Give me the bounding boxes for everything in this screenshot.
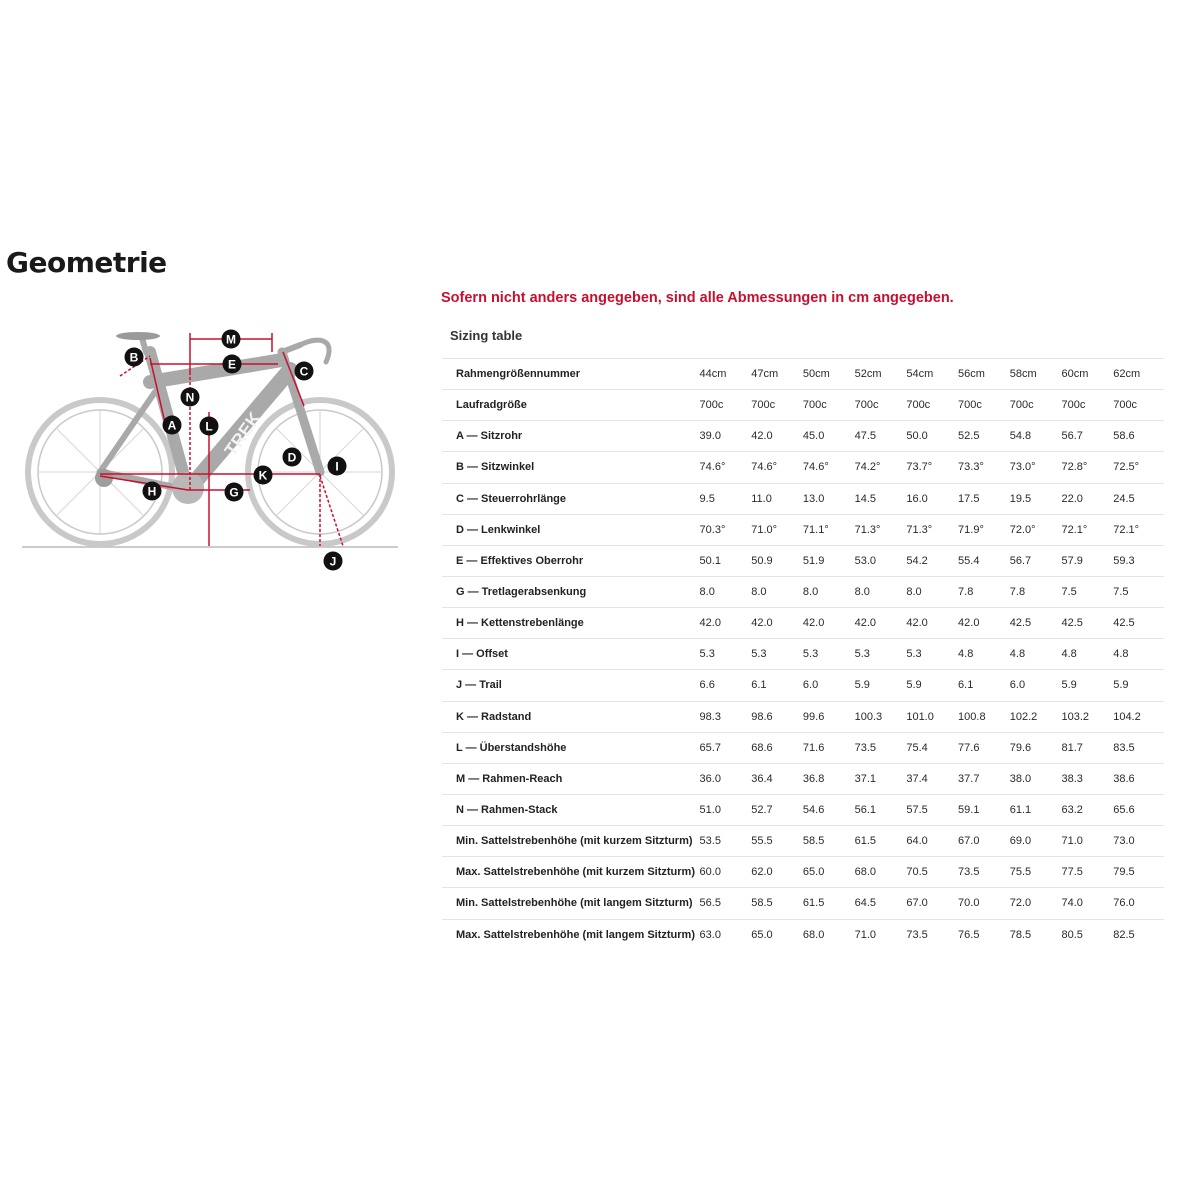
table-cell: 42.0: [751, 617, 773, 630]
table-cell: 56.5: [699, 897, 721, 910]
table-cell: 700c: [1113, 399, 1138, 412]
table-cell: 8.0: [802, 586, 819, 599]
table-cell: 700c: [699, 399, 724, 412]
table-cell: 42.5: [1061, 617, 1083, 630]
table-cell: 5.3: [802, 648, 819, 661]
table-cell: 50cm: [802, 368, 830, 381]
table-cell: 42.5: [1113, 617, 1135, 630]
table-cell: 65.6: [1113, 804, 1135, 817]
row-label: I — Offset: [456, 648, 508, 661]
table-cell: 700c: [906, 399, 931, 412]
marker-i-label: I: [335, 459, 339, 474]
table-row: [442, 919, 1164, 950]
table-cell: 7.5: [1061, 586, 1077, 599]
row-label: J — Trail: [456, 679, 502, 692]
table-cell: 24.5: [1113, 492, 1135, 505]
table-cell: 56.7: [1009, 554, 1032, 567]
table-row: [442, 576, 1164, 607]
table-cell: 68.0: [854, 866, 877, 879]
table-cell: 4.8: [958, 648, 974, 661]
table-row: [442, 670, 1164, 701]
table-cell: 102.2: [1009, 710, 1038, 723]
table-cell: 58.5: [802, 835, 825, 848]
row-label: Min. Sattelstrebenhöhe (mit kurzem Sitzturm): [456, 835, 693, 848]
table-cell: 59.3: [1113, 554, 1135, 567]
table-cell: 5.9: [906, 679, 922, 692]
table-cell: 55.4: [958, 554, 980, 567]
marker-c: [295, 362, 314, 381]
table-cell: 5.3: [906, 648, 922, 661]
row-label: Max. Sattelstrebenhöhe (mit kurzem Sitzturm): [456, 866, 695, 879]
table-cell: 74.2°: [854, 461, 881, 474]
row-label: N — Rahmen-Stack: [456, 804, 558, 817]
table-cell: 8.0: [751, 586, 767, 599]
table-cell: 52.5: [958, 430, 980, 443]
table-cell: 73.3°: [958, 461, 984, 474]
marker-e: [223, 355, 242, 374]
table-cell: 104.2: [1113, 710, 1141, 723]
table-cell: 58.5: [751, 897, 773, 910]
table-cell: 74.0: [1061, 897, 1083, 910]
table-cell: 99.6: [802, 710, 825, 723]
table-row: [442, 888, 1164, 919]
table-cell: 74.6°: [751, 461, 778, 474]
table-row: [442, 390, 1164, 421]
table-cell: 38.3: [1061, 772, 1083, 785]
row-label: A — Sitzrohr: [456, 430, 523, 443]
table-cell: 42.0: [802, 617, 825, 630]
table-cell: 5.9: [1061, 679, 1077, 692]
table-cell: 76.0: [1113, 897, 1135, 910]
table-cell: 5.3: [751, 648, 767, 661]
table-cell: 71.0: [1061, 835, 1083, 848]
table-cell: 78.5: [1009, 928, 1032, 941]
table-cell: 42.0: [699, 617, 721, 630]
marker-n: [181, 388, 200, 407]
table-cell: 42.0: [854, 617, 877, 630]
table-cell: 63.0: [699, 928, 721, 941]
table-cell: 7.5: [1113, 586, 1129, 599]
table-cell: 65.0: [802, 866, 825, 879]
table-row: [442, 732, 1164, 763]
page-title: Geometrie: [6, 246, 167, 279]
table-cell: 700c: [802, 399, 827, 412]
table-cell: 71.3°: [906, 523, 933, 536]
table-cell: 42.0: [751, 430, 773, 443]
marker-a: [163, 416, 182, 435]
table-cell: 9.5: [699, 492, 715, 505]
row-label: Max. Sattelstrebenhöhe (mit langem Sitzturm): [456, 928, 695, 941]
table-cell: 59.1: [958, 804, 980, 817]
table-cell: 71.9°: [958, 523, 984, 536]
table-cell: 7.8: [958, 586, 974, 599]
table-cell: 65.0: [751, 928, 773, 941]
table-cell: 71.1°: [802, 523, 829, 536]
table-cell: 71.3°: [854, 523, 881, 536]
table-caption: Sizing table: [450, 328, 523, 343]
table-row: [442, 794, 1164, 825]
table-cell: 8.0: [699, 586, 715, 599]
table-cell: 4.8: [1009, 648, 1026, 661]
geometry-table: [442, 358, 1164, 950]
table-cell: 73.5: [854, 741, 877, 754]
table-cell: 47cm: [751, 368, 779, 381]
table-cell: 73.0°: [1009, 461, 1036, 474]
table-cell: 72.8°: [1061, 461, 1088, 474]
table-cell: 700c: [1009, 399, 1034, 412]
table-cell: 5.9: [1113, 679, 1129, 692]
table-cell: 57.5: [906, 804, 928, 817]
table-cell: 73.7°: [906, 461, 933, 474]
table-cell: 98.6: [751, 710, 773, 723]
table-cell: 71.6: [802, 741, 825, 754]
table-row: [442, 608, 1164, 639]
table-row: [442, 545, 1164, 576]
table-cell: 77.6: [958, 741, 980, 754]
table-cell: 68.6: [751, 741, 773, 754]
marker-h: [143, 482, 162, 501]
table-cell: 73.0: [1113, 835, 1135, 848]
table-row: [442, 421, 1164, 452]
table-cell: 64.5: [854, 897, 877, 910]
table-cell: 60.0: [699, 866, 721, 879]
marker-l: [200, 417, 219, 436]
table-cell: 5.3: [699, 648, 715, 661]
table-cell: 5.3: [854, 648, 870, 661]
table-cell: 71.0°: [751, 523, 778, 536]
table-cell: 73.5: [958, 866, 980, 879]
table-cell: 14.5: [854, 492, 877, 505]
table-cell: 19.5: [1009, 492, 1032, 505]
table-cell: 71.0: [854, 928, 877, 941]
table-cell: 16.0: [906, 492, 928, 505]
table-cell: 60cm: [1061, 368, 1089, 381]
table-cell: 54.6: [802, 804, 825, 817]
table-cell: 4.8: [1061, 648, 1077, 661]
table-cell: 75.5: [1009, 866, 1032, 879]
table-cell: 54.8: [1009, 430, 1032, 443]
row-label: D — Lenkwinkel: [456, 523, 541, 536]
table-cell: 8.0: [906, 586, 922, 599]
table-cell: 54.2: [906, 554, 928, 567]
table-cell: 37.7: [958, 772, 980, 785]
marker-d-label: D: [287, 450, 297, 465]
marker-k-label: K: [258, 468, 268, 483]
brand-logo: TREK: [220, 408, 266, 460]
table-cell: 74.6°: [802, 461, 829, 474]
marker-h-label: H: [147, 484, 157, 499]
table-cell: 52cm: [854, 368, 882, 381]
table-cell: 56.7: [1061, 430, 1083, 443]
table-row: [442, 359, 1164, 390]
bike-geometry-diagram: [0, 290, 420, 590]
row-label: L — Überstandshöhe: [456, 741, 567, 754]
row-label: K — Radstand: [456, 710, 532, 723]
marker-a-label: A: [167, 418, 177, 433]
table-cell: 61.1: [1009, 804, 1032, 817]
table-cell: 700c: [854, 399, 879, 412]
marker-b-label: B: [129, 350, 139, 365]
table-cell: 70.5: [906, 866, 928, 879]
table-cell: 22.0: [1061, 492, 1083, 505]
table-cell: 101.0: [906, 710, 934, 723]
table-cell: 50.0: [906, 430, 928, 443]
table-row: [442, 514, 1164, 545]
table-cell: 58.6: [1113, 430, 1135, 443]
row-label: B — Sitzwinkel: [456, 461, 535, 474]
marker-b: [125, 348, 144, 367]
table-cell: 51.9: [802, 554, 825, 567]
table-row: [442, 701, 1164, 732]
table-row: [442, 857, 1164, 888]
table-cell: 61.5: [854, 835, 877, 848]
marker-d: [283, 448, 302, 467]
table-cell: 6.1: [958, 679, 974, 692]
table-cell: 58cm: [1009, 368, 1037, 381]
marker-l-label: L: [205, 419, 213, 434]
marker-n-label: N: [185, 390, 195, 405]
table-cell: 50.9: [751, 554, 773, 567]
table-cell: 36.0: [699, 772, 721, 785]
marker-i: [328, 457, 347, 476]
table-cell: 74.6°: [699, 461, 726, 474]
row-label: Min. Sattelstrebenhöhe (mit langem Sitzturm): [456, 897, 693, 910]
units-note: Sofern nicht anders angegeben, sind alle Abmessungen in cm angegeben.: [441, 290, 954, 306]
table-cell: 700c: [751, 399, 776, 412]
marker-g-label: G: [229, 485, 239, 500]
table-cell: 7.8: [1009, 586, 1026, 599]
marker-c-label: C: [299, 364, 309, 379]
table-cell: 62cm: [1113, 368, 1141, 381]
table-cell: 53.5: [699, 835, 721, 848]
table-cell: 8.0: [854, 586, 870, 599]
table-cell: 36.4: [751, 772, 773, 785]
table-cell: 5.9: [854, 679, 870, 692]
table-row: [442, 763, 1164, 794]
row-label: H — Kettenstrebenlänge: [456, 617, 584, 630]
table-cell: 72.1°: [1113, 523, 1140, 536]
table-cell: 79.6: [1009, 741, 1032, 754]
table-cell: 67.0: [906, 897, 928, 910]
table-cell: 70.0: [958, 897, 980, 910]
marker-k: [254, 466, 273, 485]
row-label: M — Rahmen-Reach: [456, 772, 563, 785]
table-cell: 42.0: [906, 617, 928, 630]
table-cell: 76.5: [958, 928, 980, 941]
table-cell: 69.0: [1009, 835, 1032, 848]
table-cell: 37.1: [854, 772, 877, 785]
table-cell: 77.5: [1061, 866, 1083, 879]
table-cell: 38.0: [1009, 772, 1032, 785]
marker-m: [222, 330, 241, 349]
marker-e-label: E: [227, 357, 237, 372]
table-cell: 42.0: [958, 617, 980, 630]
table-cell: 55.5: [751, 835, 773, 848]
table-cell: 39.0: [699, 430, 721, 443]
table-cell: 6.0: [802, 679, 819, 692]
table-cell: 36.8: [802, 772, 825, 785]
table-cell: 37.4: [906, 772, 928, 785]
marker-j: [324, 552, 343, 571]
table-cell: 83.5: [1113, 741, 1135, 754]
table-row: [442, 826, 1164, 857]
table-cell: 53.0: [854, 554, 877, 567]
table-cell: 13.0: [802, 492, 825, 505]
table-cell: 75.4: [906, 741, 928, 754]
marker-g: [225, 483, 244, 502]
table-cell: 70.3°: [699, 523, 726, 536]
table-cell: 62.0: [751, 866, 773, 879]
marker-j-label: J: [329, 554, 337, 569]
table-cell: 72.1°: [1061, 523, 1088, 536]
table-cell: 64.0: [906, 835, 928, 848]
table-cell: 98.3: [699, 710, 721, 723]
table-cell: 63.2: [1061, 804, 1083, 817]
row-label: C — Steuerrohrlänge: [456, 492, 567, 505]
table-cell: 100.8: [958, 710, 986, 723]
table-row: [442, 483, 1164, 514]
table-cell: 103.2: [1061, 710, 1090, 723]
table-cell: 700c: [958, 399, 982, 412]
table-cell: 6.6: [699, 679, 715, 692]
table-cell: 81.7: [1061, 741, 1083, 754]
row-label: E — Effektives Oberrohr: [456, 554, 584, 567]
table-cell: 68.0: [802, 928, 825, 941]
table-cell: 45.0: [802, 430, 825, 443]
table-cell: 72.5°: [1113, 461, 1140, 474]
table-cell: 50.1: [699, 554, 721, 567]
table-cell: 79.5: [1113, 866, 1135, 879]
table-cell: 6.0: [1009, 679, 1026, 692]
row-label: Rahmengrößennummer: [456, 368, 581, 381]
table-cell: 54cm: [906, 368, 934, 381]
table-cell: 11.0: [751, 492, 772, 505]
row-label: Laufradgröße: [456, 399, 527, 412]
table-row: [442, 452, 1164, 483]
table-cell: 4.8: [1113, 648, 1129, 661]
table-cell: 72.0: [1009, 897, 1032, 910]
table-cell: 67.0: [958, 835, 980, 848]
table-cell: 42.5: [1009, 617, 1032, 630]
table-cell: 100.3: [854, 710, 883, 723]
table-cell: 6.1: [751, 679, 767, 692]
table-cell: 61.5: [802, 897, 825, 910]
table-cell: 80.5: [1061, 928, 1083, 941]
table-cell: 73.5: [906, 928, 928, 941]
table-cell: 56cm: [958, 368, 985, 381]
table-cell: 17.5: [958, 492, 980, 505]
table-cell: 47.5: [854, 430, 877, 443]
table-cell: 82.5: [1113, 928, 1135, 941]
table-cell: 38.6: [1113, 772, 1135, 785]
marker-m-label: M: [226, 332, 236, 347]
table-cell: 72.0°: [1009, 523, 1036, 536]
table-cell: 51.0: [699, 804, 721, 817]
row-label: G — Tretlagerabsenkung: [456, 586, 587, 599]
table-row: [442, 639, 1164, 670]
table-cell: 44cm: [699, 368, 727, 381]
table-cell: 700c: [1061, 399, 1086, 412]
table-cell: 56.1: [854, 804, 877, 817]
table-cell: 52.7: [751, 804, 773, 817]
table-cell: 65.7: [699, 741, 721, 754]
table-cell: 57.9: [1061, 554, 1083, 567]
